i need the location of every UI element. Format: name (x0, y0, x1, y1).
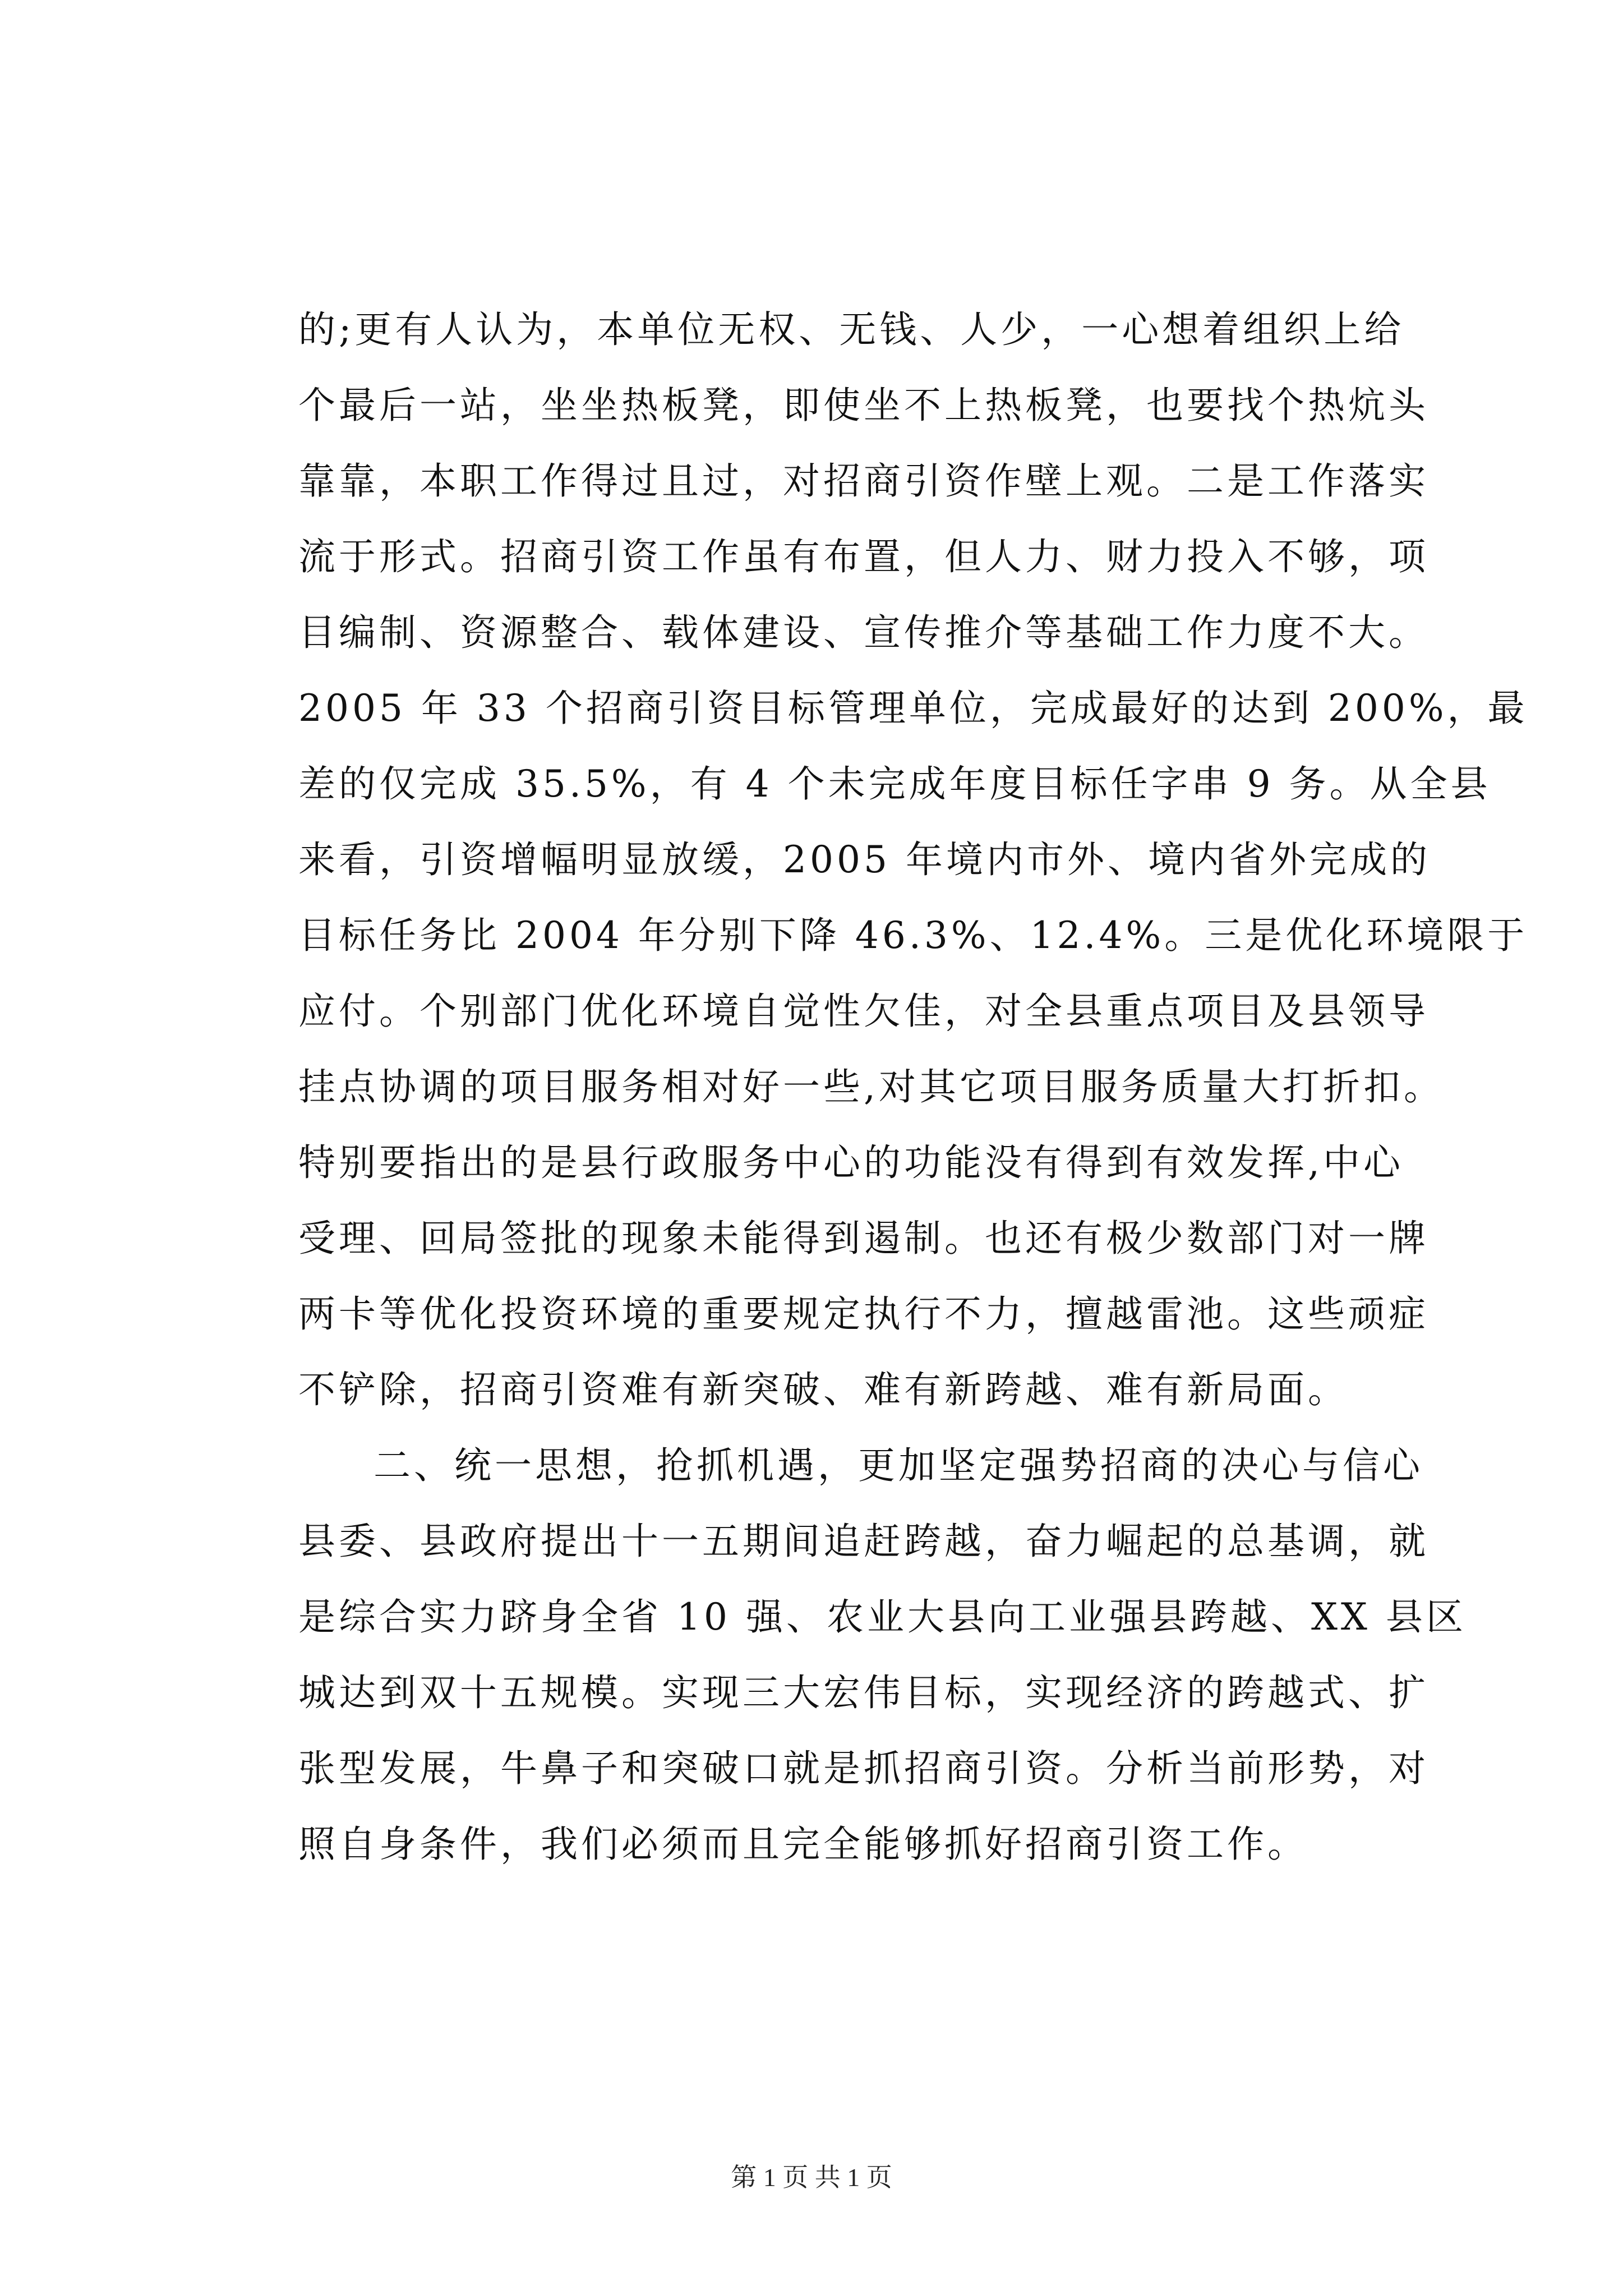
text-line: 来看，引资增幅明显放缓，2005 年境内市外、境内省外完成的 (298, 838, 1431, 881)
body-text (298, 292, 1555, 1882)
text-line: 2005 年 33 个招商引资目标管理单位，完成最好的达到 200%，最 (298, 687, 1528, 730)
text-line: 挂点协调的项目服务相对好一些,对其它项目服务质量大打折扣。 (298, 1065, 1444, 1108)
text-line: 差的仅完成 35.5%，有 4 个未完成年度目标任字串 9 务。从全县 (298, 762, 1491, 806)
text-line: 流于形式。招商引资工作虽有布置，但人力、财力投入不够，项 (298, 535, 1429, 578)
text-line: 照自身条件，我们必须而且完全能够抓好招商引资工作。 (298, 1823, 1308, 1866)
text-line: 应付。个别部门优化环境自觉性欠佳，对全县重点项目及县领导 (298, 990, 1429, 1033)
text-line: 目标任务比 2004 年分别下降 46.3%、12.4%。三是优化环境限于 (298, 914, 1528, 957)
text-line: 是综合实力跻身全省 10 强、农业大县向工业强县跨越、XX 县区 (298, 1595, 1467, 1639)
text-line: 受理、回局签批的现象未能得到遏制。也还有极少数部门对一牌 (298, 1217, 1429, 1260)
text-line: 张型发展，牛鼻子和突破口就是抓招商引资。分析当前形势，对 (298, 1747, 1429, 1790)
text-line: 个最后一站，坐坐热板凳，即使坐不上热板凳，也要找个热炕头 (298, 384, 1429, 427)
text-line: 目编制、资源整合、载体建设、宣传推介等基础工作力度不大。 (298, 611, 1429, 654)
text-line: 不铲除，招商引资难有新突破、难有新跨越、难有新局面。 (298, 1368, 1348, 1411)
text-line: 城达到双十五规模。实现三大宏伟目标，实现经济的跨越式、扩 (298, 1671, 1429, 1714)
page-footer: 第 1 页 共 1 页 (731, 2163, 892, 2192)
section-heading: 二、统一思想，抢抓机遇，更加坚定强势招商的决心与信心 (374, 1444, 1423, 1487)
text-line: 的;更有人认为，本单位无权、无钱、人少，一心想着组织上给 (298, 308, 1405, 351)
text-line: 特别要指出的是县行政服务中心的功能没有得到有效发挥,中心 (298, 1141, 1404, 1184)
text-line: 靠靠，本职工作得过且过，对招商引资作壁上观。二是工作落实 (298, 459, 1429, 503)
text-line: 两卡等优化投资环境的重要规定执行不力，擅越雷池。这些顽症 (298, 1292, 1429, 1336)
text-line: 县委、县政府提出十一五期间追赶跨越，奋力崛起的总基调，就 (298, 1520, 1429, 1563)
